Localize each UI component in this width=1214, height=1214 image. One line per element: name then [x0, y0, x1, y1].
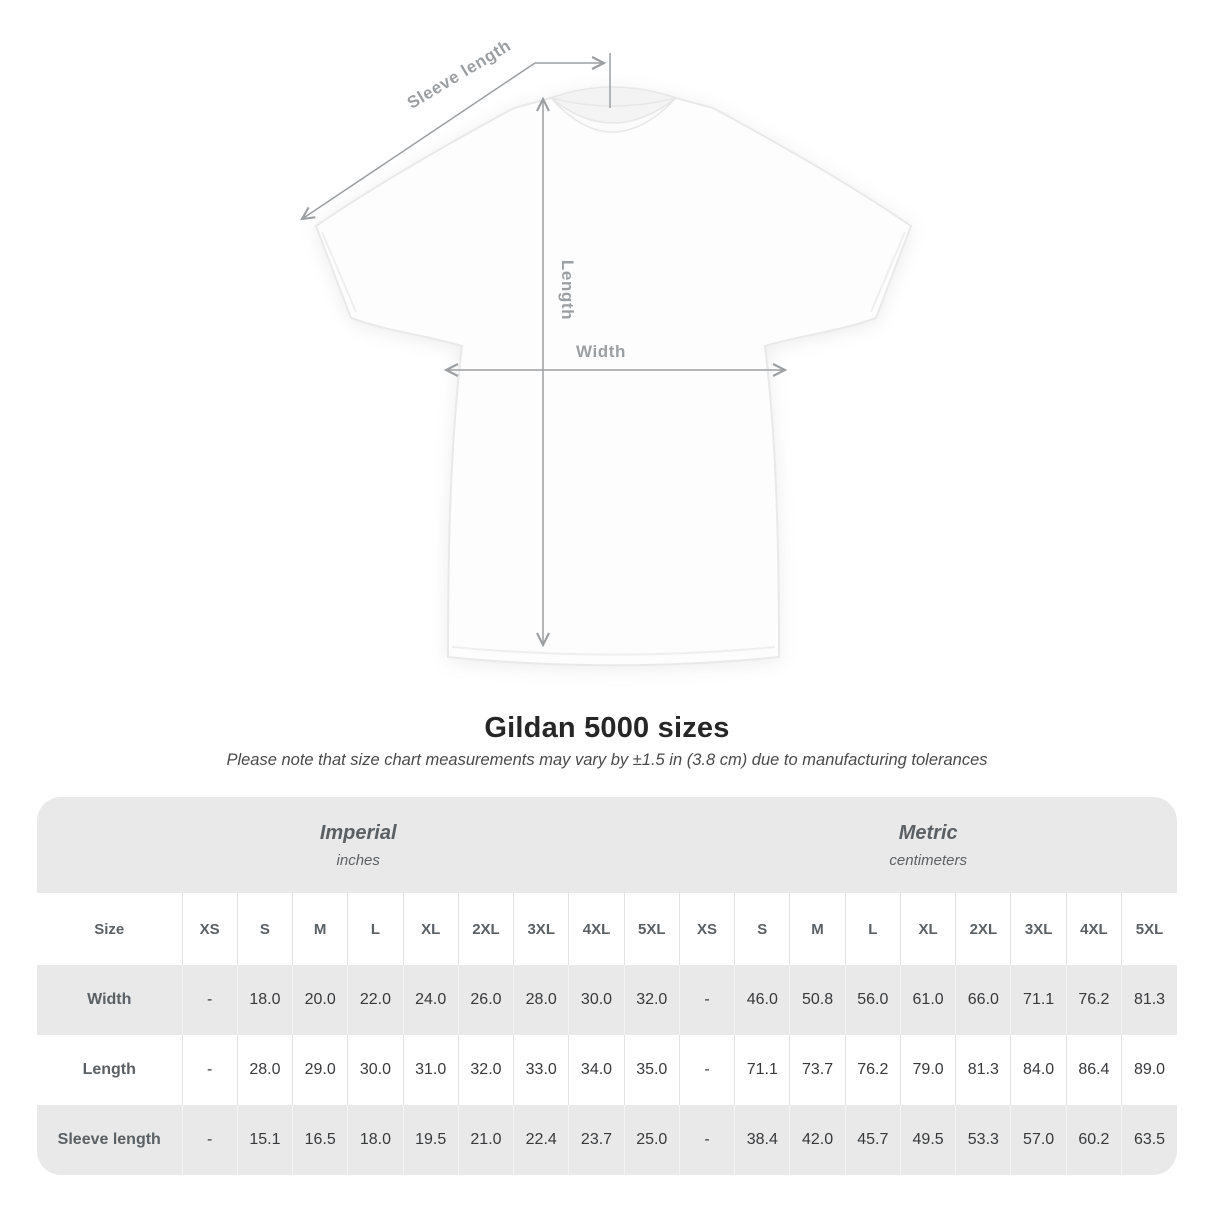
value-cell: 22.0 [348, 965, 403, 1035]
size-col-header: M [790, 893, 845, 965]
value-cell: 57.0 [1011, 1105, 1066, 1175]
page-title: Gildan 5000 sizes [484, 712, 730, 744]
value-cell: 24.0 [403, 965, 458, 1035]
value-cell: 29.0 [293, 1035, 348, 1105]
value-cell: 15.1 [237, 1105, 292, 1175]
value-cell: 25.0 [624, 1105, 679, 1175]
size-col-header: M [293, 893, 348, 965]
unit-band-row [37, 797, 1177, 893]
value-cell: 30.0 [348, 1035, 403, 1105]
size-corner-label: Size [37, 893, 182, 965]
value-cell: 86.4 [1066, 1035, 1121, 1105]
value-cell: - [679, 965, 734, 1035]
value-cell: 61.0 [900, 965, 955, 1035]
value-cell: 21.0 [458, 1105, 513, 1175]
value-cell: 19.5 [403, 1105, 458, 1175]
value-cell: - [679, 1105, 734, 1175]
value-cell: - [679, 1035, 734, 1105]
value-cell: 81.3 [956, 1035, 1011, 1105]
value-cell: 49.5 [900, 1105, 955, 1175]
size-col-header: 3XL [514, 893, 569, 965]
row-label: Width [37, 965, 182, 1035]
value-cell: 73.7 [790, 1035, 845, 1105]
value-cell: 76.2 [1066, 965, 1121, 1035]
size-col-header: 5XL [624, 893, 679, 965]
metric-band-unit: centimeters [889, 851, 967, 869]
value-cell: 23.7 [569, 1105, 624, 1175]
value-cell: 53.3 [956, 1105, 1011, 1175]
value-cell: 38.4 [735, 1105, 790, 1175]
imperial-band-unit: inches [336, 851, 380, 869]
width-row [37, 965, 1177, 1035]
tshirt-image [316, 87, 911, 665]
value-cell: 56.0 [845, 965, 900, 1035]
value-cell: 50.8 [790, 965, 845, 1035]
width-label: Width [575, 342, 627, 361]
size-col-header: L [845, 893, 900, 965]
value-cell: 30.0 [569, 965, 624, 1035]
value-cell: 71.1 [1011, 965, 1066, 1035]
value-cell: 84.0 [1011, 1035, 1066, 1105]
value-cell: 31.0 [403, 1035, 458, 1105]
size-col-header: 5XL [1122, 893, 1177, 965]
size-col-header: 3XL [1011, 893, 1066, 965]
size-col-header: XS [182, 893, 237, 965]
imperial-band [37, 797, 679, 893]
value-cell: 89.0 [1122, 1035, 1177, 1105]
length-label: Length [558, 259, 577, 321]
value-cell: 76.2 [845, 1035, 900, 1105]
value-cell: 81.3 [1122, 965, 1177, 1035]
size-col-header: S [237, 893, 292, 965]
value-cell: 28.0 [514, 965, 569, 1035]
imperial-band-title: Imperial [319, 821, 397, 844]
value-cell: 16.5 [293, 1105, 348, 1175]
value-cell: 35.0 [624, 1035, 679, 1105]
metric-band-title: Metric [898, 821, 958, 844]
length-row [37, 1035, 1177, 1105]
row-label: Sleeve length [37, 1105, 182, 1175]
sleeve-length-row [37, 1105, 1177, 1175]
value-cell: 32.0 [624, 965, 679, 1035]
value-cell: 46.0 [735, 965, 790, 1035]
size-table-grid [37, 797, 1177, 1175]
value-cell: 28.0 [237, 1035, 292, 1105]
value-cell: 66.0 [956, 965, 1011, 1035]
value-cell: 32.0 [458, 1035, 513, 1105]
size-col-header: XS [679, 893, 734, 965]
value-cell: 22.4 [514, 1105, 569, 1175]
value-cell: 26.0 [458, 965, 513, 1035]
sleeve-length-label: Sleeve length [403, 35, 515, 113]
size-col-header: S [735, 893, 790, 965]
size-header-row [37, 893, 1177, 965]
value-cell: 34.0 [569, 1035, 624, 1105]
metric-band [679, 797, 1177, 893]
size-col-header: 2XL [956, 893, 1011, 965]
page-subtitle: Please note that size chart measurements may vary by ±1.5 in (3.8 cm) due to manufacturing tolerances [226, 751, 988, 769]
value-cell: 42.0 [790, 1105, 845, 1175]
value-cell: 33.0 [514, 1035, 569, 1105]
size-col-header: L [348, 893, 403, 965]
value-cell: 71.1 [735, 1035, 790, 1105]
value-cell: - [182, 1105, 237, 1175]
size-col-header: 4XL [569, 893, 624, 965]
value-cell: 18.0 [348, 1105, 403, 1175]
size-table [37, 797, 1177, 1175]
value-cell: 60.2 [1066, 1105, 1121, 1175]
size-col-header: 2XL [458, 893, 513, 965]
size-col-header: XL [403, 893, 458, 965]
size-col-header: 4XL [1066, 893, 1121, 965]
value-cell: 63.5 [1122, 1105, 1177, 1175]
row-label: Length [37, 1035, 182, 1105]
value-cell: 45.7 [845, 1105, 900, 1175]
value-cell: - [182, 1035, 237, 1105]
value-cell: 79.0 [900, 1035, 955, 1105]
size-col-header: XL [900, 893, 955, 965]
value-cell: - [182, 965, 237, 1035]
value-cell: 20.0 [293, 965, 348, 1035]
value-cell: 18.0 [237, 965, 292, 1035]
